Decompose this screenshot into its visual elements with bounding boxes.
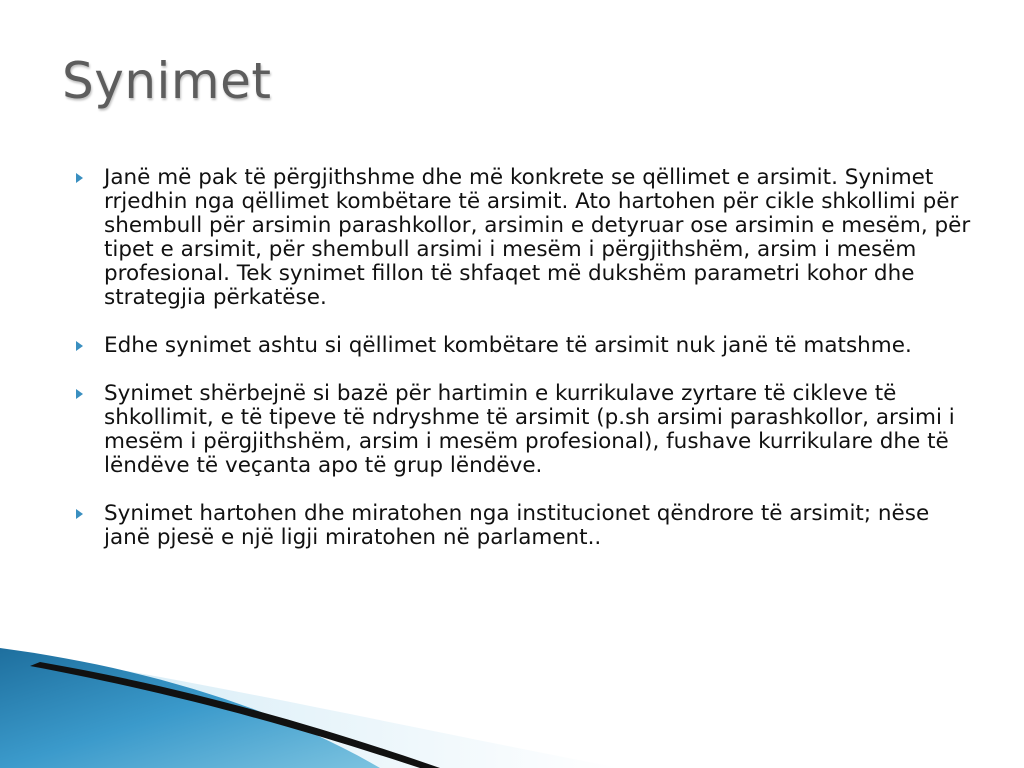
bullet-item [74,334,974,358]
triangle-bullet-icon [76,173,83,183]
bullet-text: Janë më pak të përgjithshme dhe më konkrete se qëllimet e arsimit. Synimet rrjedhin nga qëllimet kombëtare të arsimit. Ato hartohen për cikle shkollimi për shembull për arsimin parashkollor, arsimin e detyruar ose arsimin e mesëm, për tipet e arsimit, për shembull arsimi i mesëm i përgjithshëm, arsim i mesëm profesional. Tek synimet fillon të shfaqet më dukshëm parametri kohor dhe strategjia përkatëse. [104,165,971,310]
triangle-bullet-icon [76,389,83,399]
triangle-bullet-icon [76,509,83,519]
bullet-text: Synimet shërbejnë si bazë për hartimin e kurrikulave zyrtare të cikleve të shkollimit, e të tipeve të ndryshme të arsimit (p.sh arsimi parashkollor, arsimi i mesëm i përgjithshëm, arsim i mesëm profesional), fushave kurrikulare dhe të lëndëve të veçanta apo të grup lëndëve. [104,381,955,478]
triangle-bullet-icon [76,341,83,351]
bullet-list [74,166,974,574]
bullet-text: Synimet hartohen dhe miratohen nga institucionet qëndrore të arsimit; nëse janë pjesë e një ligji miratohen në parlament.. [104,501,930,550]
bullet-item [74,502,974,550]
bullet-item [74,382,974,478]
bullet-text: Edhe synimet ashtu si qëllimet kombëtare të arsimit nuk janë të matshme. [104,333,912,358]
slide-title: Synimet [62,52,272,110]
bullet-item [74,166,974,310]
decorative-swoosh [0,620,1024,768]
